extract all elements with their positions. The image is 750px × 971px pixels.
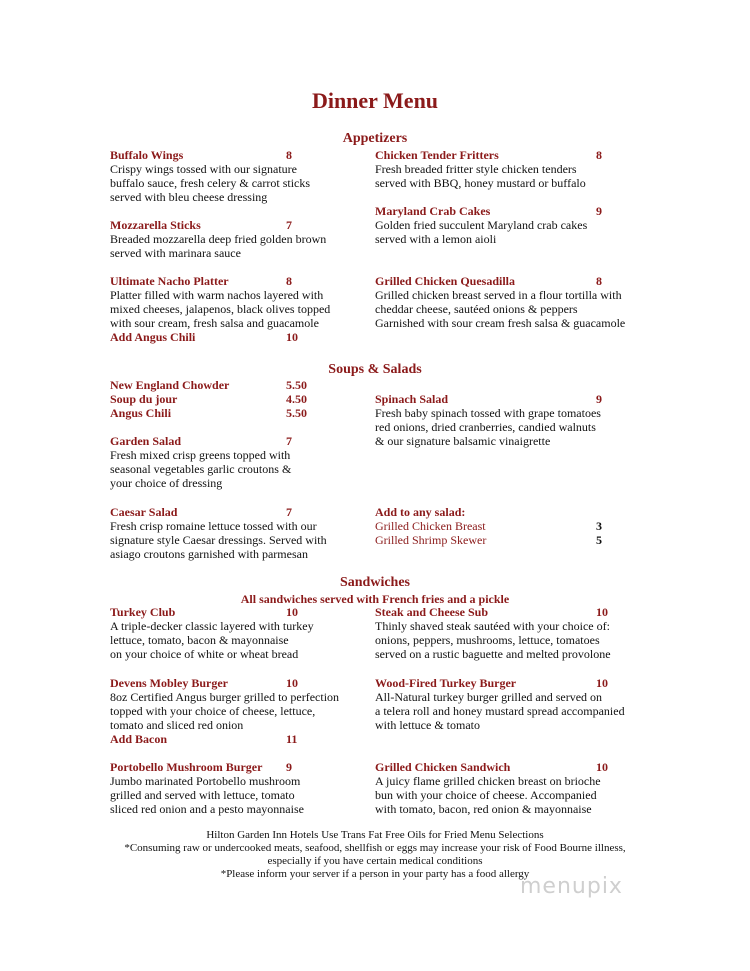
item-desc-line: asiago croutons garnished with parmesan bbox=[110, 547, 308, 561]
item-desc-line: Golden fried succulent Maryland crab cakes bbox=[375, 218, 588, 232]
item-desc-line: A triple-decker classic layered with turkey bbox=[110, 619, 314, 633]
sandwich-note: All sandwiches served with French fries and a pickle bbox=[240, 592, 510, 606]
item-desc-line: bun with your choice of cheese. Accompanied bbox=[375, 788, 597, 802]
item-name: Grilled Chicken Sandwich bbox=[375, 760, 511, 774]
item-desc-line: A juicy flame grilled chicken breast on brioche bbox=[375, 774, 601, 788]
soup-price: 5.50 bbox=[286, 378, 307, 392]
item-desc-line: buffalo sauce, fresh celery & carrot sticks bbox=[110, 176, 311, 190]
item-desc-line: mixed cheeses, jalapenos, black olives topped bbox=[110, 302, 331, 316]
item-desc-line: topped with your choice of cheese, lettuce, bbox=[110, 704, 316, 718]
item-desc-line: served on a rustic baguette and melted provolone bbox=[375, 647, 611, 661]
menu-item bbox=[110, 676, 350, 732]
item-desc-line: served with bleu cheese dressing bbox=[110, 190, 268, 204]
item-name: Caesar Salad bbox=[110, 505, 178, 519]
addon-row bbox=[110, 330, 310, 344]
menu-item bbox=[110, 434, 340, 490]
item-desc-line: served with a lemon aioli bbox=[375, 232, 497, 246]
soup-price: 4.50 bbox=[286, 392, 307, 406]
item-price: 10 bbox=[596, 676, 608, 690]
item-desc-line: lettuce, tomato, bacon & mayonnaise bbox=[110, 633, 289, 647]
item-name: Turkey Club bbox=[110, 605, 176, 619]
item-price: 7 bbox=[286, 434, 292, 448]
soup-row bbox=[110, 392, 320, 406]
addon-name: Add Bacon bbox=[110, 732, 168, 746]
item-price: 8 bbox=[286, 274, 292, 288]
menu-item bbox=[110, 274, 340, 330]
soup-name: Angus Chili bbox=[110, 406, 172, 420]
item-desc-line: on your choice of white or wheat bread bbox=[110, 647, 299, 661]
item-price: 10 bbox=[286, 605, 298, 619]
item-desc-line: onions, peppers, mushrooms, lettuce, tomatoes bbox=[375, 633, 600, 647]
item-desc-line: Fresh mixed crisp greens topped with bbox=[110, 448, 291, 462]
item-desc-line: 8oz Certified Angus burger grilled to perfection bbox=[110, 690, 340, 704]
soup-name: Soup du jour bbox=[110, 392, 178, 406]
item-desc-line: Thinly shaved steak sautéed with your choice of: bbox=[375, 619, 610, 633]
item-desc-line: Platter filled with warm nachos layered with bbox=[110, 288, 324, 302]
item-name: Maryland Crab Cakes bbox=[375, 204, 491, 218]
footer-line: *Please inform your server if a person in your party has a food allergy bbox=[220, 868, 530, 880]
item-name: Wood-Fired Turkey Burger bbox=[375, 676, 517, 690]
item-price: 9 bbox=[596, 392, 602, 406]
salad-addon bbox=[375, 519, 615, 533]
page-title: Dinner Menu bbox=[311, 88, 439, 113]
item-desc-line: grilled and served with lettuce, tomato bbox=[110, 788, 295, 802]
item-name: Grilled Chicken Quesadilla bbox=[375, 274, 516, 288]
footer-line: especially if you have certain medical conditions bbox=[267, 855, 483, 867]
menu-item bbox=[110, 505, 340, 561]
item-price: 10 bbox=[596, 760, 608, 774]
soup-row bbox=[110, 406, 320, 420]
item-name: Buffalo Wings bbox=[110, 148, 184, 162]
item-desc-line: served with marinara sauce bbox=[110, 246, 241, 260]
item-desc-line: with sour cream, fresh salsa and guacamole bbox=[110, 316, 319, 330]
add-to-salad-heading: Add to any salad: bbox=[375, 505, 466, 519]
footer-line: *Consuming raw or undercooked meats, seafood, shellfish or eggs may increase your risk of Food Bourne illness, bbox=[124, 842, 626, 854]
item-price: 7 bbox=[286, 218, 292, 232]
section-appetizers: Appetizers bbox=[342, 131, 408, 146]
item-desc-line: with lettuce & tomato bbox=[375, 718, 480, 732]
item-desc-line: red onions, dried cranberries, candied walnuts bbox=[375, 420, 596, 434]
section-soups-salads: Soups & Salads bbox=[328, 362, 422, 377]
item-price: 10 bbox=[596, 605, 608, 619]
item-price: 10 bbox=[286, 676, 298, 690]
soup-price: 5.50 bbox=[286, 406, 307, 420]
item-desc-line: cheddar cheese, sautéed onions & peppers bbox=[375, 302, 578, 316]
item-name: Chicken Tender Fritters bbox=[375, 148, 499, 162]
section-sandwiches: Sandwiches bbox=[339, 575, 411, 590]
item-desc-line: served with BBQ, honey mustard or buffalo bbox=[375, 176, 586, 190]
menu-item bbox=[375, 274, 635, 330]
menu-item bbox=[375, 676, 635, 732]
menu-item bbox=[375, 760, 635, 816]
item-desc-line: Fresh crisp romaine lettuce tossed with our bbox=[110, 519, 317, 533]
menu-item bbox=[375, 148, 615, 190]
item-price: 9 bbox=[286, 760, 292, 774]
item-desc-line: & our signature balsamic vinaigrette bbox=[375, 434, 551, 448]
item-desc-line: Fresh baby spinach tossed with grape tomatoes bbox=[375, 406, 601, 420]
item-desc-line: with tomato, bacon, red onion & mayonnaise bbox=[375, 802, 592, 816]
item-name: Garden Salad bbox=[110, 434, 182, 448]
item-price: 9 bbox=[596, 204, 602, 218]
addon-name: Add Angus Chili bbox=[110, 330, 196, 344]
item-desc-line: Breaded mozzarella deep fried golden brown bbox=[110, 232, 327, 246]
salad-addon bbox=[375, 533, 615, 547]
item-name: Portobello Mushroom Burger bbox=[110, 760, 263, 774]
item-desc-line: tomato and sliced red onion bbox=[110, 718, 244, 732]
addon-price: 10 bbox=[286, 330, 298, 344]
item-price: 8 bbox=[286, 148, 292, 162]
salad-addon-name: Grilled Chicken Breast bbox=[375, 519, 486, 533]
soup-name: New England Chowder bbox=[110, 378, 230, 392]
menu-item bbox=[110, 760, 350, 816]
item-desc-line: your choice of dressing bbox=[110, 476, 223, 490]
item-desc-line: a telera roll and honey mustard spread accompanied bbox=[375, 704, 625, 718]
addon-price: 11 bbox=[286, 732, 298, 746]
item-desc-line: signature style Caesar dressings. Served with bbox=[110, 533, 327, 547]
item-desc-line: Garnished with sour cream fresh salsa & guacamole bbox=[375, 316, 626, 330]
addon-row bbox=[110, 732, 320, 746]
salad-addon-name: Grilled Shrimp Skewer bbox=[375, 533, 487, 547]
menu-item bbox=[375, 204, 615, 246]
salad-addon-price: 3 bbox=[596, 519, 602, 533]
item-desc-line: All-Natural turkey burger grilled and served on bbox=[375, 690, 603, 704]
item-desc-line: seasonal vegetables garlic croutons & bbox=[110, 462, 292, 476]
item-desc-line: Grilled chicken breast served in a flour tortilla with bbox=[375, 288, 622, 302]
footer-line: Hilton Garden Inn Hotels Use Trans Fat Free Oils for Fried Menu Selections bbox=[206, 829, 544, 841]
footer-notes bbox=[0, 829, 750, 881]
item-price: 7 bbox=[286, 505, 292, 519]
item-price: 8 bbox=[596, 274, 602, 288]
menu-item bbox=[375, 392, 615, 448]
menu-item bbox=[375, 605, 635, 661]
soup-row bbox=[110, 378, 320, 392]
item-desc-line: sliced red onion and a pesto mayonnaise bbox=[110, 802, 304, 816]
item-name: Steak and Cheese Sub bbox=[375, 605, 489, 619]
menu-item bbox=[110, 218, 340, 260]
watermark: menupix bbox=[520, 874, 623, 899]
menu-item bbox=[110, 148, 340, 204]
menu-item bbox=[110, 605, 350, 661]
salad-addon-price: 5 bbox=[596, 533, 602, 547]
item-name: Ultimate Nacho Platter bbox=[110, 274, 229, 288]
item-price: 8 bbox=[596, 148, 602, 162]
item-name: Mozzarella Sticks bbox=[110, 218, 201, 232]
item-name: Devens Mobley Burger bbox=[110, 676, 228, 690]
item-name: Spinach Salad bbox=[375, 392, 449, 406]
item-desc-line: Fresh breaded fritter style chicken tenders bbox=[375, 162, 577, 176]
item-desc-line: Jumbo marinated Portobello mushroom bbox=[110, 774, 301, 788]
item-desc-line: Crispy wings tossed with our signature bbox=[110, 162, 297, 176]
